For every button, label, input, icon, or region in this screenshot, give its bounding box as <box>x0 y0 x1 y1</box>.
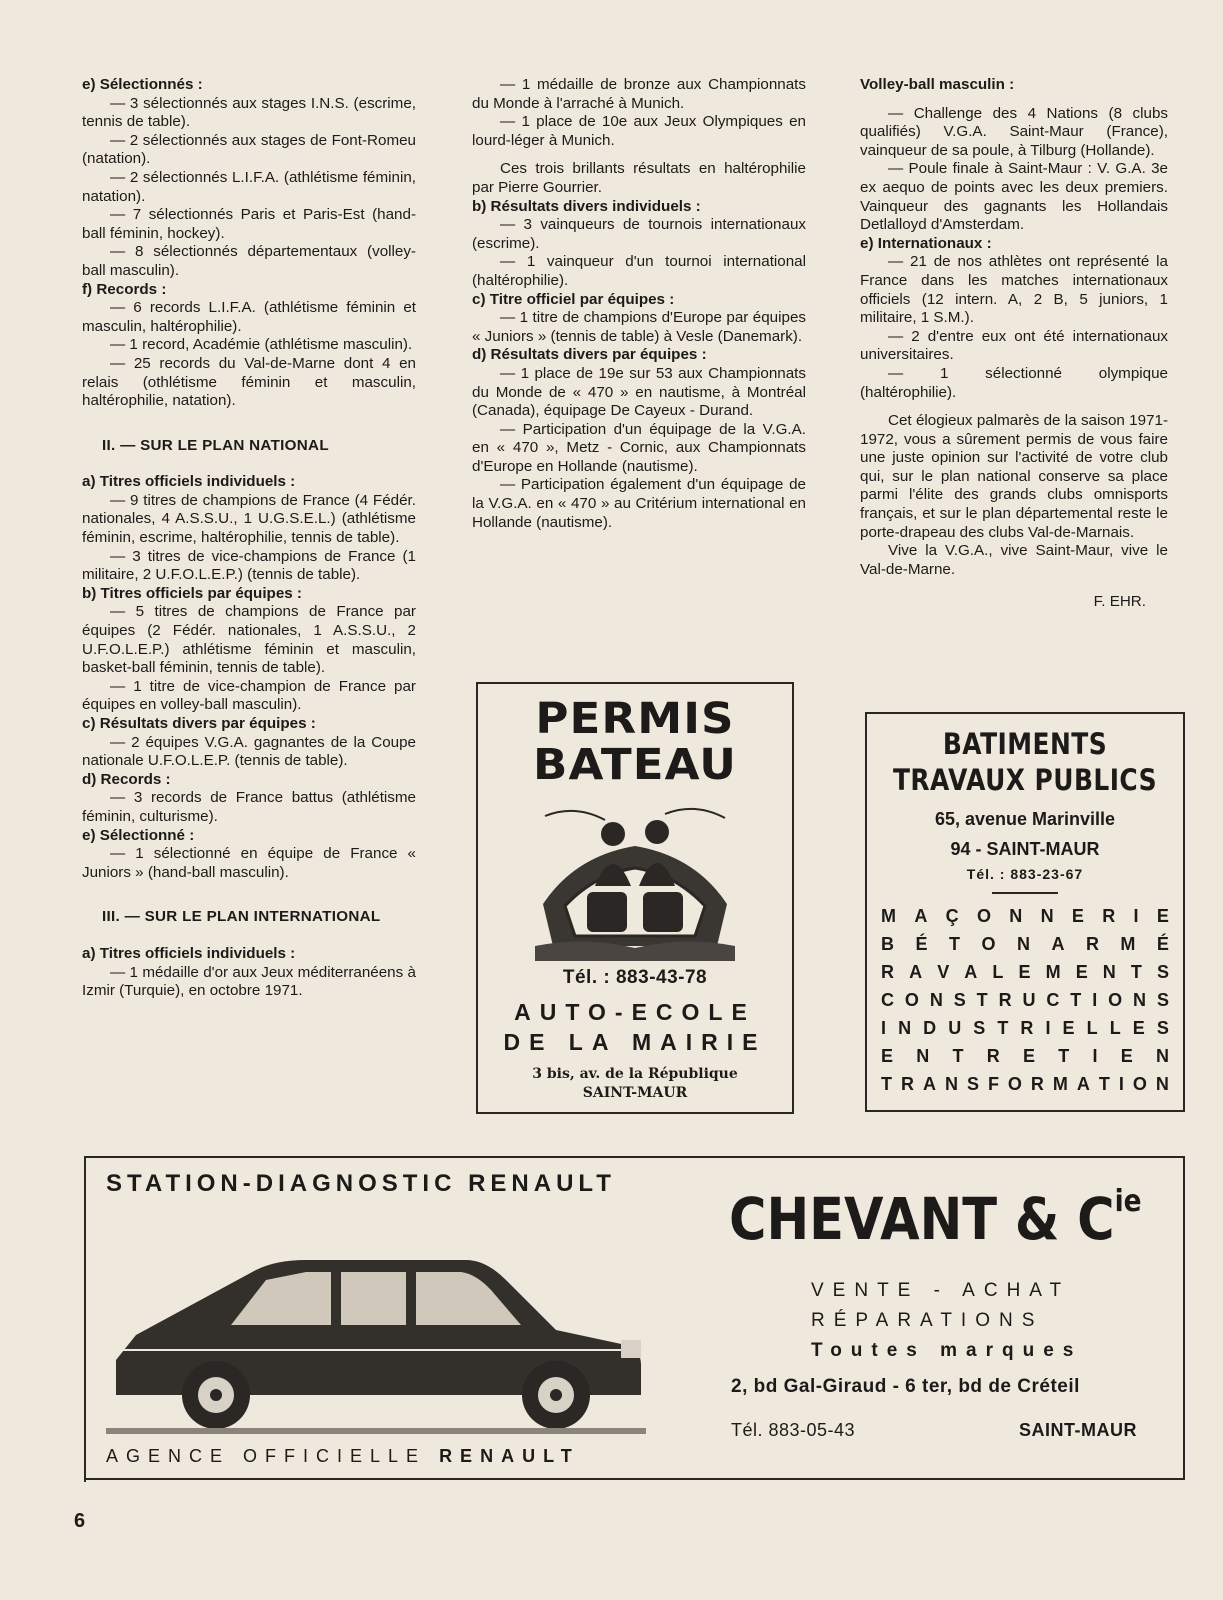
section-heading: Volley-ball masculin : <box>860 76 1015 93</box>
paragraph: — 2 sélectionnés L.I.F.A. (athlétisme féminin, natation). <box>82 168 416 205</box>
btp-service-row: C O N S T R U C T I O N S <box>881 990 1169 1010</box>
spacer <box>860 95 1168 105</box>
ad-renault-chevant <box>84 1156 1185 1480</box>
section-heading: e) Internationaux : <box>860 234 992 252</box>
section-heading: b) Titres officiels par équipes : <box>82 584 302 602</box>
chevant-name-suffix: ie <box>1114 1184 1142 1219</box>
spacer <box>472 150 806 160</box>
section-heading: d) Records : <box>82 770 171 788</box>
article-column-right <box>860 76 1168 612</box>
paragraph: Vive la V.G.A., vive Saint-Maur, vive le Val-de-Marne. <box>860 542 1168 578</box>
author-signature: F. EHR. <box>1093 593 1146 611</box>
permis-address-line1: 3 bis, av. de la République <box>532 1066 738 1082</box>
motorboat-illustration <box>535 796 735 961</box>
paragraph: — 3 titres de vice-champions de France (1 militaire, 2 U.F.O.L.E.P.) (tennis de table). <box>82 547 416 584</box>
paragraph: — 1 sélectionné olympique (haltérophilie). <box>860 364 1168 401</box>
btp-services-list <box>881 902 1169 1098</box>
section-heading: b) Résultats divers individuels : <box>472 197 701 215</box>
paragraph: — 3 records de France battus (athlétisme féminin, culturisme). <box>82 789 416 825</box>
btp-divider <box>992 892 1058 894</box>
btp-service-row: R A V A L E M E N T S <box>881 962 1169 982</box>
chevant-service-line2: RÉPARATIONS <box>811 1310 1044 1331</box>
paragraph: — Challenge des 4 Nations (8 clubs qualifiés) V.G.A. Saint-Maur (France), vainqueur de sa poule, à Tilburg (Hollande). <box>860 104 1168 159</box>
paragraph: — 2 d'entre eux ont été internationaux universitaires. <box>860 327 1168 364</box>
section-heading: d) Résultats divers par équipes : <box>472 346 707 364</box>
btp-address-line1: 65, avenue Marinville <box>934 809 1116 829</box>
btp-title-line1: BATIMENTS <box>942 727 1108 761</box>
paragraph: — 1 place de 10e aux Jeux Olympiques en lourd-léger à Munich. <box>472 113 806 149</box>
permis-address-line2: SAINT-MAUR <box>582 1085 688 1101</box>
paragraph: — 1 sélectionné en équipe de France « Juniors » (hand-ball masculin). <box>82 845 416 881</box>
paragraph: — Poule finale à Saint-Maur : V. G.A. 3e ex aequo de points avec les deux premiers. Vainqueur des gagnants les Hollandais Detlalloyd d'Amsterdam. <box>860 160 1168 234</box>
paragraph: — 1 place de 19e sur 53 aux Championnats du Monde de « 470 » en nautisme, à Montréal (Canada), équipage De Cayeux - Durand. <box>472 364 806 420</box>
ad-batiments-travaux-publics <box>865 712 1185 1112</box>
paragraph: — 21 de nos athlètes ont représenté la France dans les matches internationaux officiels (12 intern. A, 2 B, 5 juniors, 1 militaire, 1 S.M.). <box>860 253 1168 327</box>
renault-footer-brand: RENAULT <box>439 1446 580 1466</box>
part-title: II. — SUR LE PLAN NATIONAL <box>102 436 329 454</box>
ad-permis-bateau <box>476 682 794 1114</box>
permis-title-line2: BATEAU <box>532 740 737 790</box>
btp-address-line2: 94 - SAINT-MAUR <box>950 839 1100 859</box>
chevant-name-text: CHEVANT & C <box>729 1185 1115 1253</box>
paragraph: — 5 titres de champions de France par équipes (2 Fédér. nationales, 1 A.S.S.U., 2 U.F.O.L.E.P.) athlétisme féminin et masculin, basket-ball féminin, tennis de table). <box>82 603 416 677</box>
chevant-company-name <box>729 1184 1142 1253</box>
permis-school-line2: DE LA MAIRIE <box>503 1029 767 1055</box>
part-title: III. — SUR LE PLAN INTERNATIONAL <box>102 908 381 926</box>
paragraph: — 6 records L.I.F.A. (athlétisme féminin et masculin, haltérophilie). <box>82 299 416 335</box>
article-column-middle <box>472 76 806 532</box>
permis-telephone: Tél. : 883-43-78 <box>562 967 708 988</box>
paragraph: Ces trois brillants résultats en haltérophilie par Pierre Gourrier. <box>472 160 806 196</box>
btp-service-row: I N D U S T R I E L L E S <box>881 1018 1169 1038</box>
btp-title-line2: TRAVAUX PUBLICS <box>892 763 1158 797</box>
paragraph: — 8 sélectionnés départementaux (volley-ball masculin). <box>82 243 416 279</box>
page-number: 6 <box>74 1510 86 1532</box>
chevant-city: SAINT-MAUR <box>1019 1420 1137 1440</box>
renault-footer-marker <box>84 1448 86 1482</box>
btp-service-row: T R A N S F O R M A T I O N <box>881 1074 1169 1094</box>
paragraph: — 9 titres de champions de France (4 Fédér. nationales, 4 A.S.S.U., 1 U.G.S.E.L.) (athlétisme féminin, escrime, haltérophilie, tennis de table). <box>82 491 416 547</box>
btp-telephone: Tél. : 883-23-67 <box>966 866 1084 882</box>
article-column-left <box>82 76 416 1001</box>
chevant-telephone: Tél. 883-05-43 <box>731 1420 856 1440</box>
section-heading: c) Titre officiel par équipes : <box>472 290 675 308</box>
paragraph: — 7 sélectionnés Paris et Paris-Est (hand-ball féminin, hockey). <box>82 206 416 242</box>
renault-footer <box>106 1446 580 1467</box>
section-heading: e) Sélectionné : <box>82 826 195 844</box>
renault-headline: STATION-DIAGNOSTIC RENAULT <box>106 1170 616 1197</box>
section-heading: f) Records : <box>82 280 167 298</box>
permis-title-line1: PERMIS <box>535 694 735 744</box>
chevant-service-line3: Toutes marques <box>811 1340 1083 1361</box>
paragraph: — 1 titre de champions d'Europe par équipes « Juniors » (tennis de table) à Vesle (Danemark). <box>472 309 806 345</box>
paragraph: Cet élogieux palmarès de la saison 1971-1972, vous a sûrement permis de vous faire une juste opinion sur l'activité de votre club qui, sur le plan national conserve sa place parmi l'élite des grands clubs omnisports français, et sur le plan départemental reste le porte-drapeau des clubs Val-de-Marnais. <box>860 412 1168 541</box>
renault-car-illustration <box>106 1230 646 1440</box>
paragraph: — 1 vainqueur d'un tournoi international (haltérophilie). <box>472 253 806 289</box>
renault-footer-agency: AGENCE OFFICIELLE <box>106 1446 427 1466</box>
paragraph: — Participation d'un équipage de la V.G.A. en « 470 », Metz - Cornic, aux Championnats d'Europe en Hollande (nautisme). <box>472 420 806 475</box>
section-heading: e) Sélectionnés : <box>82 76 203 93</box>
paragraph: — 25 records du Val-de-Marne dont 4 en relais (othlétisme féminin et masculin, haltérophilie, natation). <box>82 354 416 410</box>
section-heading: a) Titres officiels individuels : <box>82 473 296 491</box>
spacer <box>860 402 1168 412</box>
permis-school-line1: AUTO-ECOLE <box>514 999 756 1025</box>
chevant-address: 2, bd Gal-Giraud - 6 ter, bd de Créteil <box>731 1376 1080 1397</box>
section-heading: a) Titres officiels individuels : <box>82 944 296 962</box>
paragraph: — 1 médaille d'or aux Jeux méditerranéens à Izmir (Turquie), en octobre 1971. <box>82 963 416 1000</box>
btp-service-row: B É T O N A R M É <box>881 934 1169 954</box>
paragraph: — 1 titre de vice-champion de France par équipes en volley-ball masculin). <box>82 677 416 714</box>
paragraph: — 1 médaille de bronze aux Championnats du Monde à l'arraché à Munich. <box>472 76 806 112</box>
btp-service-row: M A Ç O N N E R I E <box>881 906 1169 926</box>
btp-service-row: E N T R E T I E N <box>881 1046 1169 1066</box>
paragraph: — Participation également d'un équipage de la V.G.A. en « 470 » au Critérium international en Hollande (nautisme). <box>472 476 806 531</box>
paragraph: — 1 record, Académie (athlétisme masculin). <box>110 336 413 354</box>
section-heading: c) Résultats divers par équipes : <box>82 715 316 732</box>
paragraph: — 2 sélectionnés aux stages de Font-Romeu (natation). <box>82 131 416 168</box>
paragraph: — 2 équipes V.G.A. gagnantes de la Coupe nationale U.F.O.L.E.P. (tennis de table). <box>82 733 416 770</box>
paragraph: — 3 sélectionnés aux stages I.N.S. (escrime, tennis de table). <box>82 94 416 131</box>
paragraph: — 3 vainqueurs de tournois internationaux (escrime). <box>472 216 806 252</box>
chevant-service-line1: VENTE - ACHAT <box>811 1280 1071 1301</box>
